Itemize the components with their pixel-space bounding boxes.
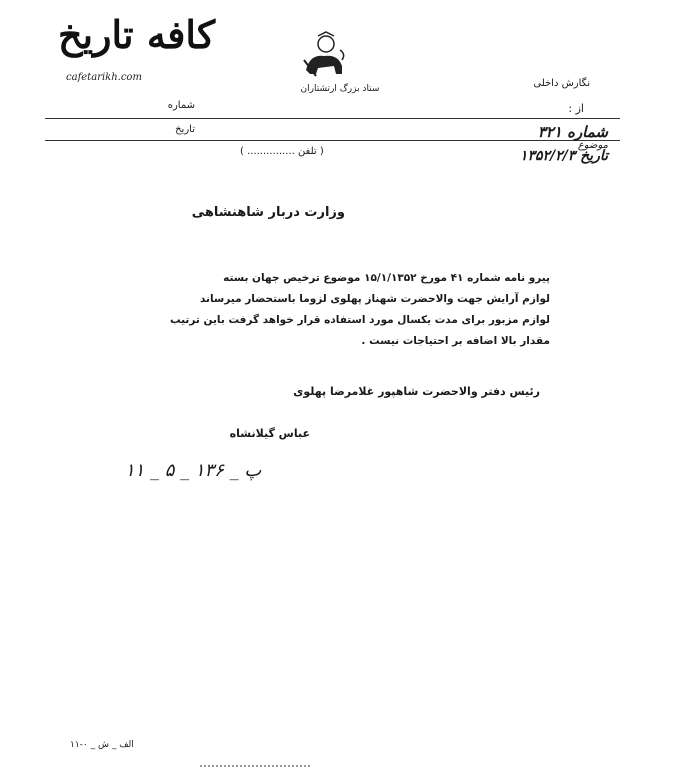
addressee: وزارت دربار شاهنشاهی	[191, 205, 345, 220]
body-line: لوازم آرایش جهت والاحضرت شهناز پهلوی لزوما باستحضار میرساند	[199, 293, 550, 305]
organization-name: ستاد بزرگ ارتشتاران	[300, 84, 380, 94]
handwritten-date: تاریخ ۱۳۵۲/۲/۳	[519, 148, 608, 164]
watermark-logo	[18, 10, 216, 90]
body-line: لوازم مزبور برای مدت یکسال مورد استفاده قرار خواهد گرفت باین ترتیب	[170, 314, 550, 326]
report-type-label: نگارش داخلی	[533, 78, 590, 89]
signatory-name: عباس گیلانشاه	[229, 427, 310, 440]
watermark-title: کافه تاریخ	[58, 12, 216, 57]
filing-mark: ۱۱ _ ۵ _ ۱۳۶ _ پ	[125, 460, 262, 481]
footer-code: ۱۱-۰ _ الف _ ش	[70, 740, 134, 750]
from-label: از :	[568, 102, 584, 115]
handwritten-subject: موضوع	[577, 140, 608, 151]
lion-and-sun-emblem-icon	[296, 30, 352, 82]
signatory-title: رئیس دفتر والاحضرت شاهپور غلامرضا پهلوی	[293, 385, 540, 398]
footer-dotted-line	[200, 765, 310, 771]
phone-field: ( تلفن ............... )	[240, 146, 324, 157]
watermark-url: cafetarikh.com	[66, 72, 142, 83]
date-label: تاریخ	[175, 124, 195, 135]
body-line: پیرو نامه شماره ۴۱ مورخ ۱۵/۱/۱۳۵۲ موضوع ترخیص جهان بسته	[223, 272, 550, 284]
number-line	[45, 118, 620, 119]
body-line: مقدار بالا اضافه بر احتیاجات نیست .	[361, 335, 550, 347]
handwritten-number: شماره ۳۲۱	[537, 123, 608, 141]
letter-body	[110, 268, 550, 352]
number-label: شماره	[167, 100, 195, 111]
date-line	[45, 140, 620, 141]
